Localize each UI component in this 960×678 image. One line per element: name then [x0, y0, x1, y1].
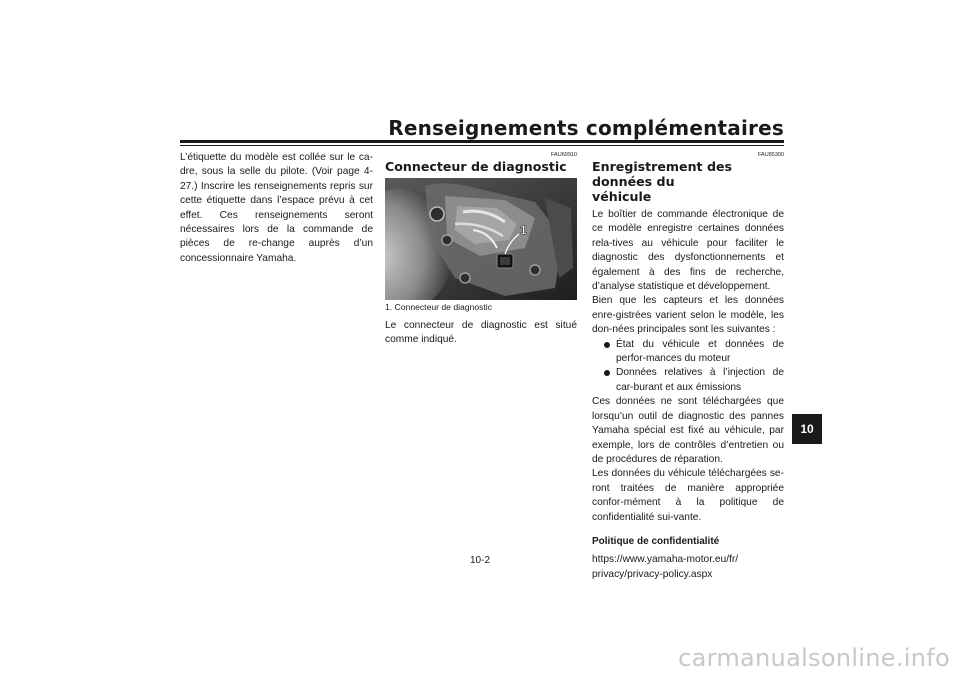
model-label-paragraph: L’étiquette du modèle est collée sur le ca-dre, sous la selle du pilote. (Voir page 4-27.) Inscrire les renseignements repris sur cette étiquette dans l’espace prévu à cet effet. Ces renseignements seront nécessaires lors de la commande de pièces de re-change auprès d’un concessionnaire Yamaha.	[180, 152, 373, 264]
privacy-policy-heading: Politique de confidentialité	[592, 535, 720, 547]
section-code: FAU85300	[758, 152, 784, 158]
figure-caption: 1. Connecteur de diagnostic	[385, 302, 493, 312]
list-item: État du véhicule et données de perfor-mances du moteur	[603, 338, 784, 367]
page-number: 10-2	[469, 555, 490, 566]
watermark: carmanualsonline.info	[678, 644, 950, 672]
data-paragraph-4: Les données du véhicule téléchargées se-ront traitées de manière appropriée confor-mément à la politique de confidentialité sui-vante.	[592, 468, 784, 523]
data-bullet-list	[592, 338, 784, 396]
privacy-policy-url-line-1[interactable]: https://www.yamaha-motor.eu/fr/	[592, 554, 739, 566]
header-rule-thin	[180, 145, 784, 146]
privacy-policy-url-line-2[interactable]: privacy/privacy-policy.aspx	[592, 568, 713, 580]
chapter-tab: 10	[792, 414, 822, 444]
column-middle	[385, 151, 577, 348]
data-paragraph-2: Bien que les capteurs et les données enre-gistrées varient selon le modèle, les don-nées principales sont les suivantes :	[592, 295, 784, 336]
heading-line-2: véhicule	[592, 189, 652, 204]
heading-line-1: Enregistrement des données du	[592, 159, 733, 189]
diagnostic-connector-photo	[385, 178, 577, 300]
page-header-title: Renseignements complémentaires	[388, 116, 784, 140]
section-heading-data-recording	[592, 159, 784, 204]
header-rule-thick	[180, 140, 784, 143]
column-left	[180, 151, 373, 266]
data-paragraph-3: Ces données ne sont téléchargées que lorsqu’un outil de diagnostic des pannes Yamaha spécial est fixé au véhicule, par exemple, lors de contrôles d’entretien ou de procédures de réparation.	[592, 396, 784, 465]
data-paragraph-1: Le boîtier de commande électronique de ce modèle enregistre certaines données rela-tives au véhicule pour faciliter le diagnostic des dysfonctionnements et également à des fins de recherche, d’analyse statistique et développement.	[592, 209, 784, 293]
column-right	[592, 151, 784, 582]
list-item: Données relatives à l’injection de car-burant et aux émissions	[603, 366, 784, 395]
figure-callout-number: 1	[520, 223, 527, 237]
section-code: FAU69910	[551, 152, 577, 158]
section-heading-diagnostic: Connecteur de diagnostic	[385, 159, 567, 174]
diagnostic-paragraph: Le connecteur de diagnostic est situé comme indiqué.	[385, 320, 577, 346]
